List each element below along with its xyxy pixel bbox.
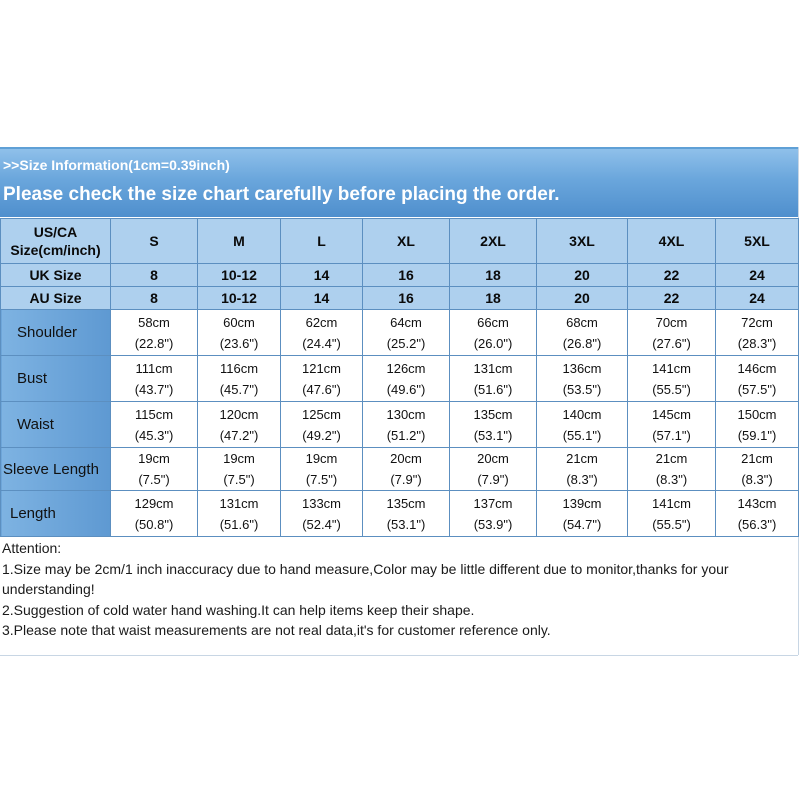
measurement-row xyxy=(1,491,799,537)
value-cm: 139cm xyxy=(562,495,602,511)
uk-size-value: 18 xyxy=(450,264,537,287)
size-table xyxy=(0,218,799,537)
value-cm: 62cm xyxy=(305,314,338,330)
uk-size-value: 10-12 xyxy=(198,264,281,287)
value-inch: (26.8") xyxy=(562,335,602,351)
value-inch: (27.6") xyxy=(652,335,691,351)
measurement-label-text: Length xyxy=(10,505,56,522)
value-inch: (56.3") xyxy=(737,516,777,532)
value-inch: (53.9") xyxy=(473,516,513,532)
measurement-cell xyxy=(450,448,537,491)
measurement-cell xyxy=(281,310,363,356)
size-chart-instruction: Please check the size chart carefully before placing the order. xyxy=(3,184,560,205)
value-cm: 131cm xyxy=(473,360,513,376)
measurement-cell xyxy=(198,448,281,491)
measurement-label xyxy=(1,402,111,448)
measurement-cell xyxy=(716,491,799,537)
measurement-cell xyxy=(628,356,716,402)
value-cm: 115cm xyxy=(134,406,174,422)
measurement-cell xyxy=(450,356,537,402)
measurement-label-text: Bust xyxy=(17,370,48,387)
uk-size-row xyxy=(1,264,799,287)
note-1: 1.Size may be 2cm/1 inch inaccuracy due to hand measure,Color may be little different due to monitor,thanks for your understanding! xyxy=(2,560,729,597)
us-size-header: L xyxy=(281,219,363,264)
value-cm: 143cm xyxy=(737,495,777,511)
measurement-cell xyxy=(281,448,363,491)
measurement-label-text: Waist xyxy=(17,416,54,433)
value-cm: 137cm xyxy=(473,495,513,511)
value-cm: 20cm xyxy=(390,451,422,466)
measurement-label-text: Sleeve Length xyxy=(3,460,99,478)
measurement-cell xyxy=(281,491,363,537)
value-cm: 140cm xyxy=(562,406,602,422)
measurement-cell xyxy=(363,448,450,491)
measurement-cell xyxy=(537,356,628,402)
value-inch: (52.4") xyxy=(302,516,341,532)
au-size-row xyxy=(1,287,799,310)
note-3: 3.Please note that waist measurements are not real data,it's for customer reference only. xyxy=(2,622,551,638)
au-size-value: 22 xyxy=(628,287,716,310)
measurement-cell xyxy=(111,402,198,448)
value-cm: 19cm xyxy=(223,451,255,466)
value-inch: (55.5") xyxy=(652,516,691,532)
note-2: 2.Suggestion of cold water hand washing.It can help items keep their shape. xyxy=(2,601,475,618)
au-size-value: 20 xyxy=(537,287,628,310)
measurement-cell xyxy=(450,402,537,448)
value-inch: (57.1") xyxy=(652,427,691,443)
value-inch: (47.2") xyxy=(219,427,259,443)
us-size-header: 2XL xyxy=(450,219,537,264)
value-cm: 125cm xyxy=(301,406,342,422)
value-inch: (51.6") xyxy=(219,516,259,532)
value-cm: 68cm xyxy=(566,314,598,330)
value-inch: (7.5") xyxy=(138,472,170,487)
value-inch: (8.3") xyxy=(566,472,598,487)
value-cm: 145cm xyxy=(651,406,692,422)
value-cm: 146cm xyxy=(737,360,777,376)
measurement-label xyxy=(1,491,111,537)
size-table-body xyxy=(1,219,799,537)
measurement-cell xyxy=(111,448,198,491)
us-size-header: 5XL xyxy=(716,219,799,264)
uk-size-value: 24 xyxy=(716,264,799,287)
value-inch: (55.5") xyxy=(652,381,691,397)
measurement-cell xyxy=(537,448,628,491)
uk-size-value: 16 xyxy=(363,264,450,287)
value-cm: 19cm xyxy=(305,451,338,466)
value-inch: (55.1") xyxy=(562,427,602,443)
au-size-value: 24 xyxy=(716,287,799,310)
measurement-cell xyxy=(363,491,450,537)
measurement-cell xyxy=(628,491,716,537)
value-cm: 130cm xyxy=(386,406,426,422)
au-size-value: 16 xyxy=(363,287,450,310)
value-inch: (45.3") xyxy=(134,427,174,443)
value-inch: (7.5") xyxy=(223,472,255,487)
measurement-label xyxy=(1,310,111,356)
uk-size-value: 14 xyxy=(281,264,363,287)
value-inch: (8.3") xyxy=(655,472,688,487)
value-cm: 133cm xyxy=(301,495,342,511)
value-inch: (49.6") xyxy=(386,381,426,397)
value-inch: (45.7") xyxy=(219,381,259,397)
measurement-cell xyxy=(198,356,281,402)
uk-size-value: 20 xyxy=(537,264,628,287)
attention-notes xyxy=(2,538,796,641)
value-cm: 111cm xyxy=(135,360,173,376)
measurement-cell xyxy=(716,356,799,402)
us-size-header: 4XL xyxy=(628,219,716,264)
value-inch: (51.6") xyxy=(473,381,513,397)
corner-header xyxy=(1,219,111,264)
value-cm: 150cm xyxy=(737,406,777,422)
us-size-header: XL xyxy=(363,219,450,264)
value-inch: (53.5") xyxy=(562,381,602,397)
value-inch: (25.2") xyxy=(386,335,426,351)
measurement-cell xyxy=(198,310,281,356)
value-inch: (50.8") xyxy=(134,516,174,532)
value-inch: (47.6") xyxy=(302,381,341,397)
value-cm: 21cm xyxy=(566,451,598,466)
measurement-cell xyxy=(628,310,716,356)
au-size-value: 18 xyxy=(450,287,537,310)
value-inch: (54.7") xyxy=(562,516,602,532)
value-cm: 70cm xyxy=(655,314,688,330)
value-inch: (24.4") xyxy=(302,335,341,351)
us-size-row xyxy=(1,219,799,264)
measurement-row xyxy=(1,356,799,402)
value-cm: 66cm xyxy=(477,314,509,330)
value-cm: 21cm xyxy=(655,451,688,466)
measurement-label xyxy=(1,356,111,402)
measurement-label-text: Shoulder xyxy=(17,324,78,341)
measurement-row xyxy=(1,448,799,491)
value-cm: 72cm xyxy=(741,314,773,330)
size-info-title: >>Size Information(1cm=0.39inch) xyxy=(3,157,230,173)
value-cm: 58cm xyxy=(138,314,170,330)
attention-heading: Attention: xyxy=(2,540,62,556)
value-inch: (22.8") xyxy=(134,335,174,351)
au-size-value: 14 xyxy=(281,287,363,310)
measurement-cell xyxy=(363,310,450,356)
us-size-header: 3XL xyxy=(537,219,628,264)
measurement-cell xyxy=(716,310,799,356)
header-banner xyxy=(0,149,798,217)
value-inch: (7.9") xyxy=(477,472,509,487)
us-size-header: S xyxy=(111,219,198,264)
value-cm: 64cm xyxy=(390,314,422,330)
measurement-cell xyxy=(111,491,198,537)
value-cm: 131cm xyxy=(219,495,259,511)
value-cm: 20cm xyxy=(477,451,509,466)
au-size-label: AU Size xyxy=(1,287,111,310)
value-cm: 120cm xyxy=(219,406,259,422)
measurement-cell xyxy=(281,402,363,448)
value-cm: 21cm xyxy=(741,451,773,466)
measurement-row xyxy=(1,402,799,448)
value-inch: (26.0") xyxy=(473,335,513,351)
value-cm: 141cm xyxy=(651,495,692,511)
value-inch: (53.1") xyxy=(386,516,426,532)
value-cm: 135cm xyxy=(473,406,513,422)
measurement-cell xyxy=(363,402,450,448)
au-size-value: 8 xyxy=(111,287,198,310)
measurement-cell xyxy=(450,310,537,356)
measurement-cell xyxy=(716,402,799,448)
measurement-cell xyxy=(198,491,281,537)
measurement-cell xyxy=(716,448,799,491)
us-size-header: M xyxy=(198,219,281,264)
measurement-cell xyxy=(111,310,198,356)
uk-size-value: 8 xyxy=(111,264,198,287)
measurement-cell xyxy=(363,356,450,402)
value-inch: (53.1") xyxy=(473,427,513,443)
value-inch: (43.7") xyxy=(134,381,174,397)
measurement-row xyxy=(1,310,799,356)
measurement-cell xyxy=(537,491,628,537)
measurement-cell xyxy=(628,448,716,491)
value-cm: 136cm xyxy=(562,360,602,376)
corner-header-line2: Size(cm/inch) xyxy=(10,242,101,258)
value-cm: 141cm xyxy=(651,360,692,376)
value-inch: (8.3") xyxy=(741,472,773,487)
bottom-divider xyxy=(0,655,798,656)
value-inch: (28.3") xyxy=(737,335,777,351)
measurement-cell xyxy=(537,402,628,448)
uk-size-label: UK Size xyxy=(1,264,111,287)
value-inch: (57.5") xyxy=(737,381,777,397)
value-inch: (49.2") xyxy=(302,427,341,443)
au-size-value: 10-12 xyxy=(198,287,281,310)
value-cm: 126cm xyxy=(386,360,426,376)
value-cm: 129cm xyxy=(134,495,174,511)
value-inch: (51.2") xyxy=(386,427,426,443)
value-cm: 116cm xyxy=(219,360,259,376)
value-cm: 60cm xyxy=(223,314,255,330)
measurement-cell xyxy=(198,402,281,448)
uk-size-value: 22 xyxy=(628,264,716,287)
measurement-cell xyxy=(628,402,716,448)
value-inch: (7.5") xyxy=(305,472,338,487)
measurement-cell xyxy=(537,310,628,356)
value-cm: 19cm xyxy=(138,451,170,466)
value-inch: (59.1") xyxy=(737,427,777,443)
value-inch: (23.6") xyxy=(219,335,259,351)
value-cm: 121cm xyxy=(301,360,342,376)
corner-header-line1: US/CA xyxy=(33,224,78,240)
value-cm: 135cm xyxy=(386,495,426,511)
measurement-label xyxy=(1,448,111,491)
measurement-cell xyxy=(281,356,363,402)
value-inch: (7.9") xyxy=(390,472,422,487)
measurement-cell xyxy=(450,491,537,537)
measurement-cell xyxy=(111,356,198,402)
